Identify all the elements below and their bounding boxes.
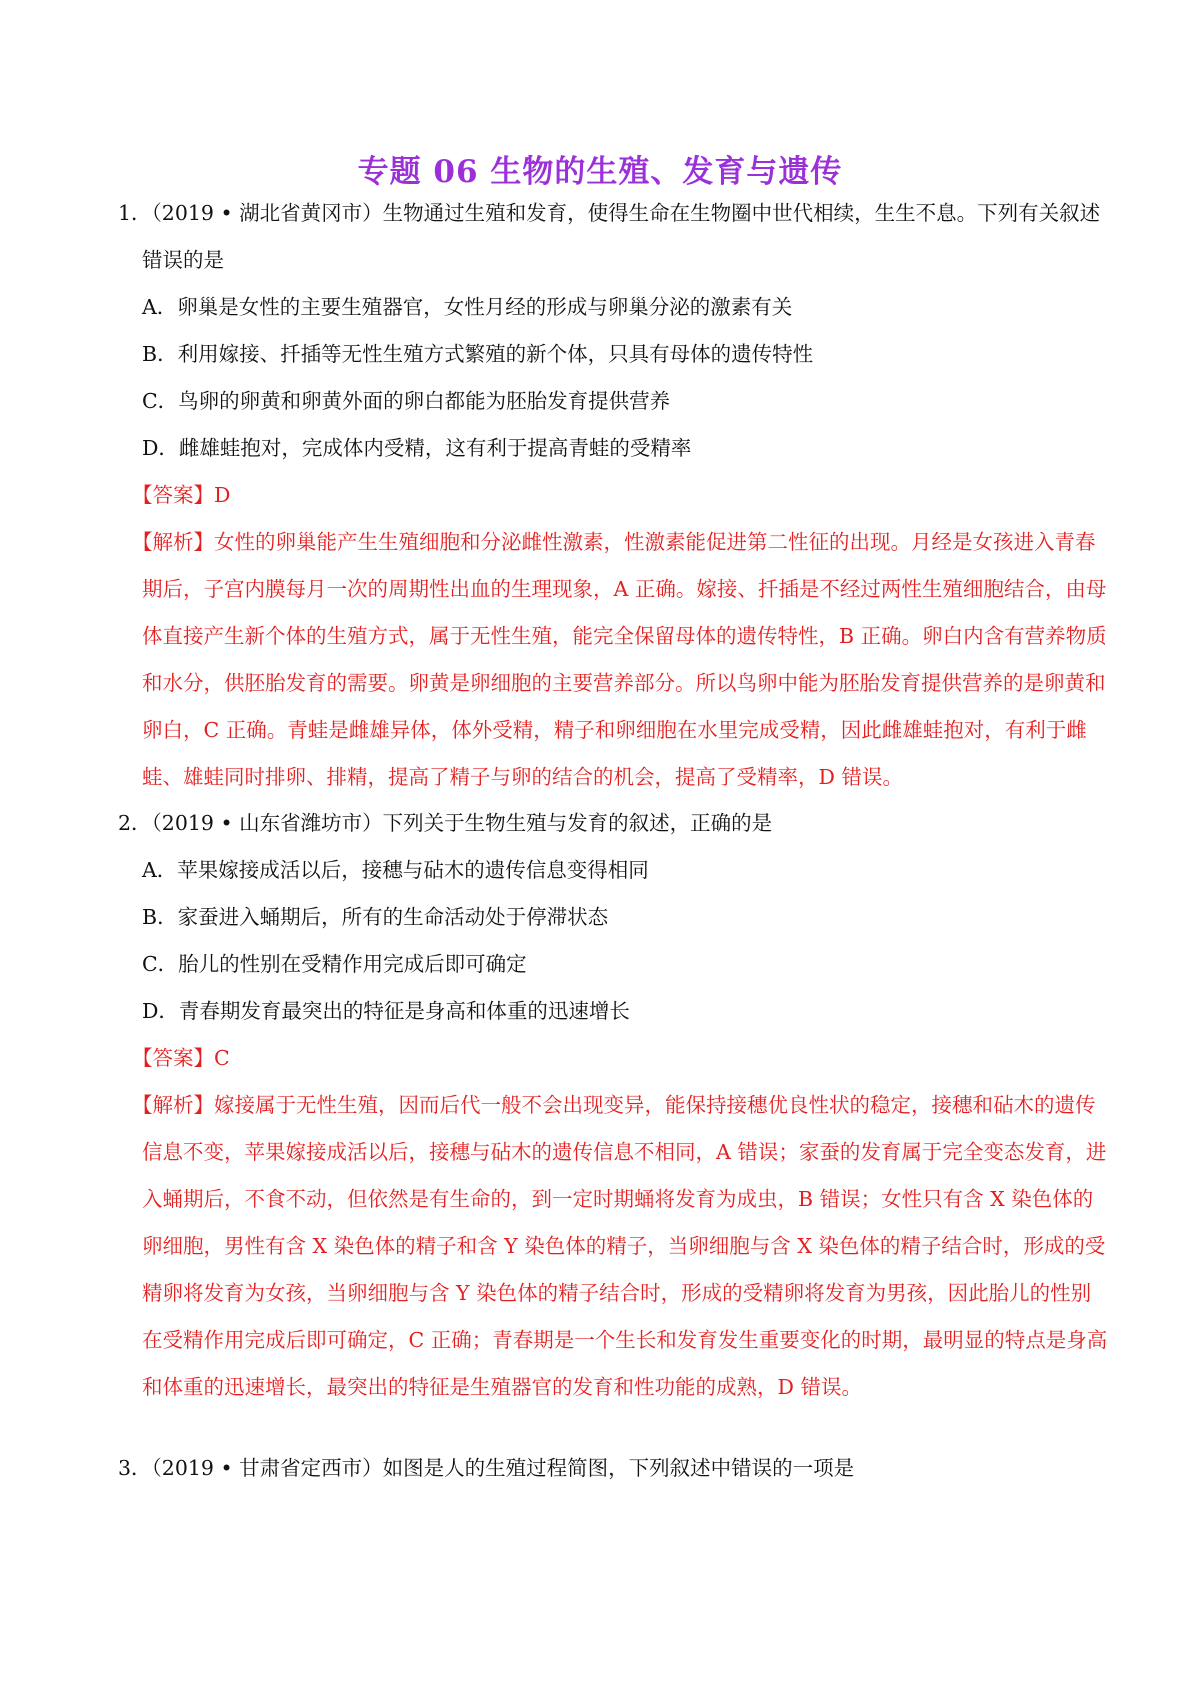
question-stem: 1．（2019 • 湖北省黄冈市）生物通过生殖和发育，使得生命在生物圈中世代相续，生生不息。下列有关叙述错误的是 <box>118 201 1101 272</box>
answer: 【答案】C <box>132 1046 230 1070</box>
explanation: 【解析】嫁接属于无性生殖，因而后代一般不会出现变异，能保持接穗优良性状的稳定，接穗和砧木的遗传信息不变，苹果嫁接成活以后，接穗与砧木的遗传信息不相同，A 错误；家蚕的发育属于完全变态发育，进入蛹期后，不食不动，但依然是有生命的，到一定时期蛹将发育为成虫，B 错误；女性只有含 X 染色体的卵细胞，男性有含 X 染色体的精子和含 Y 染色体的精子，当卵细胞与含 X 染色体的精子结合时，形成的受精卵将发育为女孩，当卵细胞与含 Y 染色体的精子结合时，形成的受精卵将发育为男孩，因此胎儿的性别在受精作用完成后即可确定，C 正确；青春期是一个生长和发育发生重要变化的时期，最明显的特点是身高和体重的迅速增长，最突出的特征是生殖器官的发育和性功能的成熟，D 错误。 <box>132 1093 1108 1399</box>
page-title: 专题 06 生物的生殖、发育与遗传 <box>357 154 843 190</box>
question-1 <box>118 190 1108 801</box>
option-d: D．青春期发育最突出的特征是身高和体重的迅速增长 <box>142 999 630 1023</box>
answer: 【答案】D <box>132 483 231 507</box>
option-b: B．利用嫁接、扦插等无性生殖方式繁殖的新个体，只具有母体的遗传特性 <box>142 342 814 366</box>
question-2 <box>118 800 1108 1411</box>
explanation: 【解析】女性的卵巢能产生生殖细胞和分泌雌性激素，性激素能促进第二性征的出现。月经是女孩进入青春期后，子宫内膜每月一次的周期性出血的生理现象，A 正确。嫁接、扦插是不经过两性生殖细胞结合，由母体直接产生新个体的生殖方式，属于无性生殖，能完全保留母体的遗传特性，B 正确。卵白内含有营养物质和水分，供胚胎发育的需要。卵黄是卵细胞的主要营养部分。所以鸟卵中能为胚胎发育提供营养的是卵黄和卵白，C 正确。青蛙是雌雄异体，体外受精，精子和卵细胞在水里完成受精，因此雌雄蛙抱对，有利于雌蛙、雄蛙同时排卵、排精，提高了精子与卵的结合的机会，提高了受精率，D 错误。 <box>132 530 1107 789</box>
option-a: A．卵巢是女性的主要生殖器官，女性月经的形成与卵巢分泌的激素有关 <box>142 295 793 319</box>
option-a: A．苹果嫁接成活以后，接穗与砧木的遗传信息变得相同 <box>142 858 649 882</box>
question-stem: 2．（2019 • 山东省潍坊市）下列关于生物生殖与发育的叙述，正确的是 <box>118 811 773 835</box>
option-d: D．雌雄蛙抱对，完成体内受精，这有利于提高青蛙的受精率 <box>142 436 692 460</box>
question-stem: 3．（2019 • 甘肃省定西市）如图是人的生殖过程简图，下列叙述中错误的一项是 <box>118 1456 855 1480</box>
question-3 <box>118 1445 1108 1492</box>
option-b: B．家蚕进入蛹期后，所有的生命活动处于停滞状态 <box>142 905 609 929</box>
option-c: C．胎儿的性别在受精作用完成后即可确定 <box>142 952 527 976</box>
option-c: C．鸟卵的卵黄和卵黄外面的卵白都能为胚胎发育提供营养 <box>142 389 671 413</box>
